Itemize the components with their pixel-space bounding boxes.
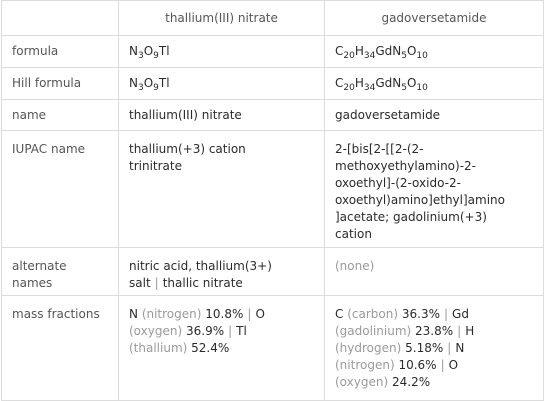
mass-line: [335, 357, 533, 374]
element-percent: 10.6%: [398, 358, 437, 372]
formula-subscript: 9: [153, 83, 159, 93]
header-row: [2, 1, 544, 36]
formula-subscript: 10: [416, 83, 428, 93]
element-name: (carbon): [347, 307, 399, 321]
row-label-iupac: IUPAC name: [2, 131, 119, 248]
separator: |: [457, 324, 462, 338]
element-name: (thallium): [129, 341, 188, 355]
alt-name-line: [129, 275, 314, 292]
iupac-b-line: oxoethyl]-(2-oxido-2-: [335, 176, 461, 190]
element-symbol: Tl: [236, 324, 247, 338]
name-a: thallium(III) nitrate: [119, 100, 325, 131]
element-percent: 24.2%: [391, 375, 431, 389]
iupac-a-line: thallium(+3) cation: [129, 142, 246, 156]
separator: |: [247, 307, 252, 321]
mass-line: [129, 340, 314, 357]
iupac-row: [2, 131, 544, 248]
separator: |: [440, 358, 445, 372]
formula-subscript: 10: [416, 51, 428, 61]
element-name: (nitrogen): [141, 307, 202, 321]
separator: |: [154, 276, 159, 290]
element-symbol: N: [455, 341, 465, 355]
formula-subscript: 5: [401, 83, 407, 93]
row-label-name: name: [2, 100, 119, 131]
mass-line: [335, 374, 533, 391]
mass-fractions-b: [325, 296, 544, 401]
element-name: (nitrogen): [335, 358, 395, 372]
formula-row: [2, 36, 544, 68]
element-name: (oxygen): [129, 324, 183, 338]
element-symbol: O: [255, 307, 265, 321]
column-header-gadoversetamide: gadoversetamide: [325, 1, 544, 36]
formula-subscript: 3: [137, 51, 144, 61]
element-percent: 36.3%: [401, 307, 440, 321]
element-percent: 52.4%: [191, 341, 230, 355]
alt-name-part: salt: [129, 276, 151, 290]
formula-subscript: 20: [343, 83, 355, 93]
mass-line: [129, 306, 314, 323]
alternate-names-b: (none): [325, 248, 544, 296]
formula-subscript: 3: [137, 83, 144, 93]
formula-subscript: 20: [343, 51, 355, 61]
alt-name-line: nitric acid, thallium(3+): [129, 259, 272, 273]
row-label-alternate-names: alternate names: [2, 248, 119, 296]
alt-name-part: thallic nitrate: [162, 276, 243, 290]
separator: |: [443, 307, 449, 321]
column-header-thallium-nitrate: thallium(III) nitrate: [119, 1, 325, 36]
element-percent: 36.9%: [185, 324, 225, 338]
element-name: (hydrogen): [335, 341, 402, 355]
alternate-names-row: [2, 248, 544, 296]
hill-formula-b: $C_{20}H_{34}GdN_5O_{10}$: [325, 68, 544, 100]
element-symbol: H: [465, 324, 475, 338]
formula-subscript: 5: [401, 51, 407, 61]
formula-subscript: 34: [363, 83, 376, 93]
formula-a: $N_3O_9Tl$: [119, 36, 325, 68]
formula-subscript: 34: [363, 51, 376, 61]
iupac-b-line: oxoethyl)amino]ethyl]amino: [335, 193, 505, 207]
name-row: [2, 100, 544, 131]
corner-cell: [2, 1, 119, 36]
element-percent: 23.8%: [415, 324, 454, 338]
separator: |: [447, 341, 452, 355]
row-label-mass-fractions: mass fractions: [2, 296, 119, 401]
iupac-b-line: cation: [335, 227, 372, 241]
comparison-table: [1, 0, 544, 401]
iupac-b: [325, 131, 544, 248]
row-label-formula: formula: [2, 36, 119, 68]
element-name: (gadolinium): [335, 324, 412, 338]
alternate-names-a: [119, 248, 325, 296]
element-percent: 5.18%: [405, 341, 444, 355]
element-symbol: O: [448, 358, 459, 372]
mass-line: [335, 306, 533, 323]
hill-formula-a: $N_3O_9Tl$: [119, 68, 325, 100]
mass-fractions-a: [119, 296, 325, 401]
formula-b: $C_{20}H_{34}GdN_5O_{10}$: [325, 36, 544, 68]
iupac-b-line: methoxyethylamino)-2-: [335, 159, 476, 173]
separator: |: [228, 324, 233, 338]
element-symbol: Gd: [452, 307, 469, 321]
element-name: (oxygen): [335, 375, 389, 389]
element-symbol: C: [335, 307, 344, 321]
iupac-b-line: 2-[bis[2-[[2-(2-: [335, 142, 424, 156]
element-percent: 10.8%: [205, 307, 244, 321]
name-b: gadoversetamide: [325, 100, 544, 131]
iupac-a-line: trinitrate: [129, 159, 182, 173]
mass-line: [335, 323, 533, 340]
iupac-a: [119, 131, 325, 248]
row-label-hill-formula: Hill formula: [2, 68, 119, 100]
mass-line: [335, 340, 533, 357]
formula-subscript: 9: [153, 51, 159, 61]
hill-formula-row: [2, 68, 544, 100]
mass-line: [129, 323, 314, 340]
iupac-b-line: ]acetate; gadolinium(+3): [335, 210, 487, 224]
mass-fractions-row: [2, 296, 544, 401]
element-symbol: N: [129, 307, 138, 321]
